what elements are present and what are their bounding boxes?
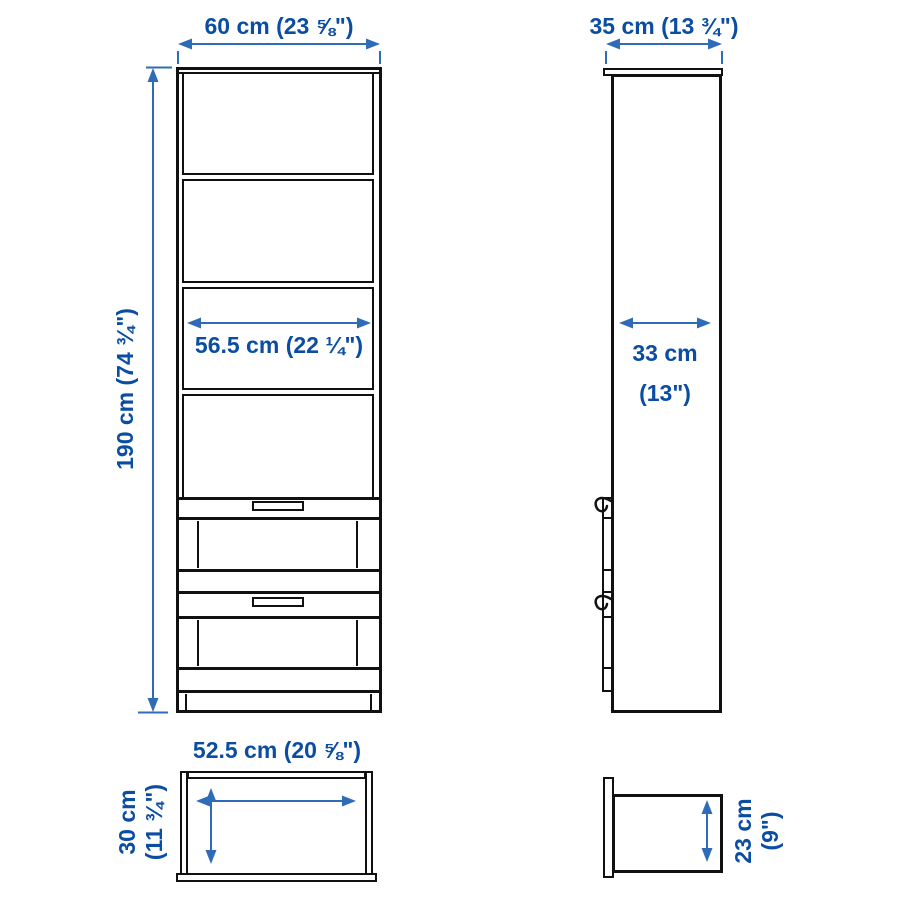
side-depth-arrow	[606, 39, 722, 65]
strip-divider-1	[604, 517, 611, 519]
front-interior-width-label: 56.5 cm (22 ¼")	[194, 332, 364, 358]
drawer-interior-depth-line1: 30 cm	[114, 789, 140, 855]
plinth-left-leg-line	[185, 694, 187, 710]
drawer-handle-2	[252, 597, 304, 607]
drawer-front-panel-2	[176, 616, 382, 670]
side-view-drawer-front-strip	[602, 497, 613, 692]
strip-divider-4	[604, 616, 611, 618]
drawer-side-view-body	[612, 794, 723, 873]
front-width-arrow	[178, 39, 380, 65]
drawer-top-view-front	[176, 873, 377, 882]
front-top-panel-line	[179, 72, 379, 74]
plinth-right-leg-line	[370, 694, 372, 710]
strip-divider-2	[604, 569, 611, 571]
drawer-front-panel-1	[176, 517, 382, 572]
drawer-interior-height-line1: 23 cm	[730, 798, 756, 864]
drawer-top-view-right-side	[365, 771, 373, 875]
front-width-label: 60 cm (23 ⅝")	[204, 13, 354, 39]
drawer-interior-depth-label	[114, 746, 168, 898]
drawer-interior-height-line2: (9")	[757, 811, 783, 851]
strip-divider-3	[604, 591, 611, 593]
drawer-top-view-back	[187, 771, 366, 779]
drawer-handle-1	[252, 501, 304, 511]
drawer-interior-depth-line2: (11 ¾")	[141, 783, 167, 861]
plinth	[176, 690, 382, 713]
drawer-interior-height-label	[730, 761, 784, 901]
drawer-panel-2-left-stile-line	[197, 620, 199, 666]
drawer-panel-2-right-stile-line	[356, 620, 358, 666]
drawer-top-view-left-side	[180, 771, 188, 875]
drawer-panel-1-left-stile-line	[197, 521, 199, 568]
shelf-3	[182, 388, 374, 396]
drawer-interior-width-arrow	[196, 796, 356, 807]
front-height-arrow	[138, 68, 172, 713]
drawer-interior-depth-arrow	[206, 788, 217, 864]
shelf-1	[182, 173, 374, 181]
side-interior-depth-line2: (13")	[639, 380, 691, 406]
side-depth-label: 35 cm (13 ¾")	[589, 13, 739, 39]
front-height-label: 190 cm (74 ¾")	[112, 308, 138, 470]
side-interior-depth-line1: 33 cm	[632, 340, 698, 366]
side-interior-depth-label	[595, 333, 735, 413]
strip-divider-5	[604, 667, 611, 669]
drawer-interior-width-label: 52.5 cm (20 ⅝")	[192, 737, 362, 763]
shelf-2	[182, 281, 374, 289]
drawer-panel-1-right-stile-line	[356, 521, 358, 568]
